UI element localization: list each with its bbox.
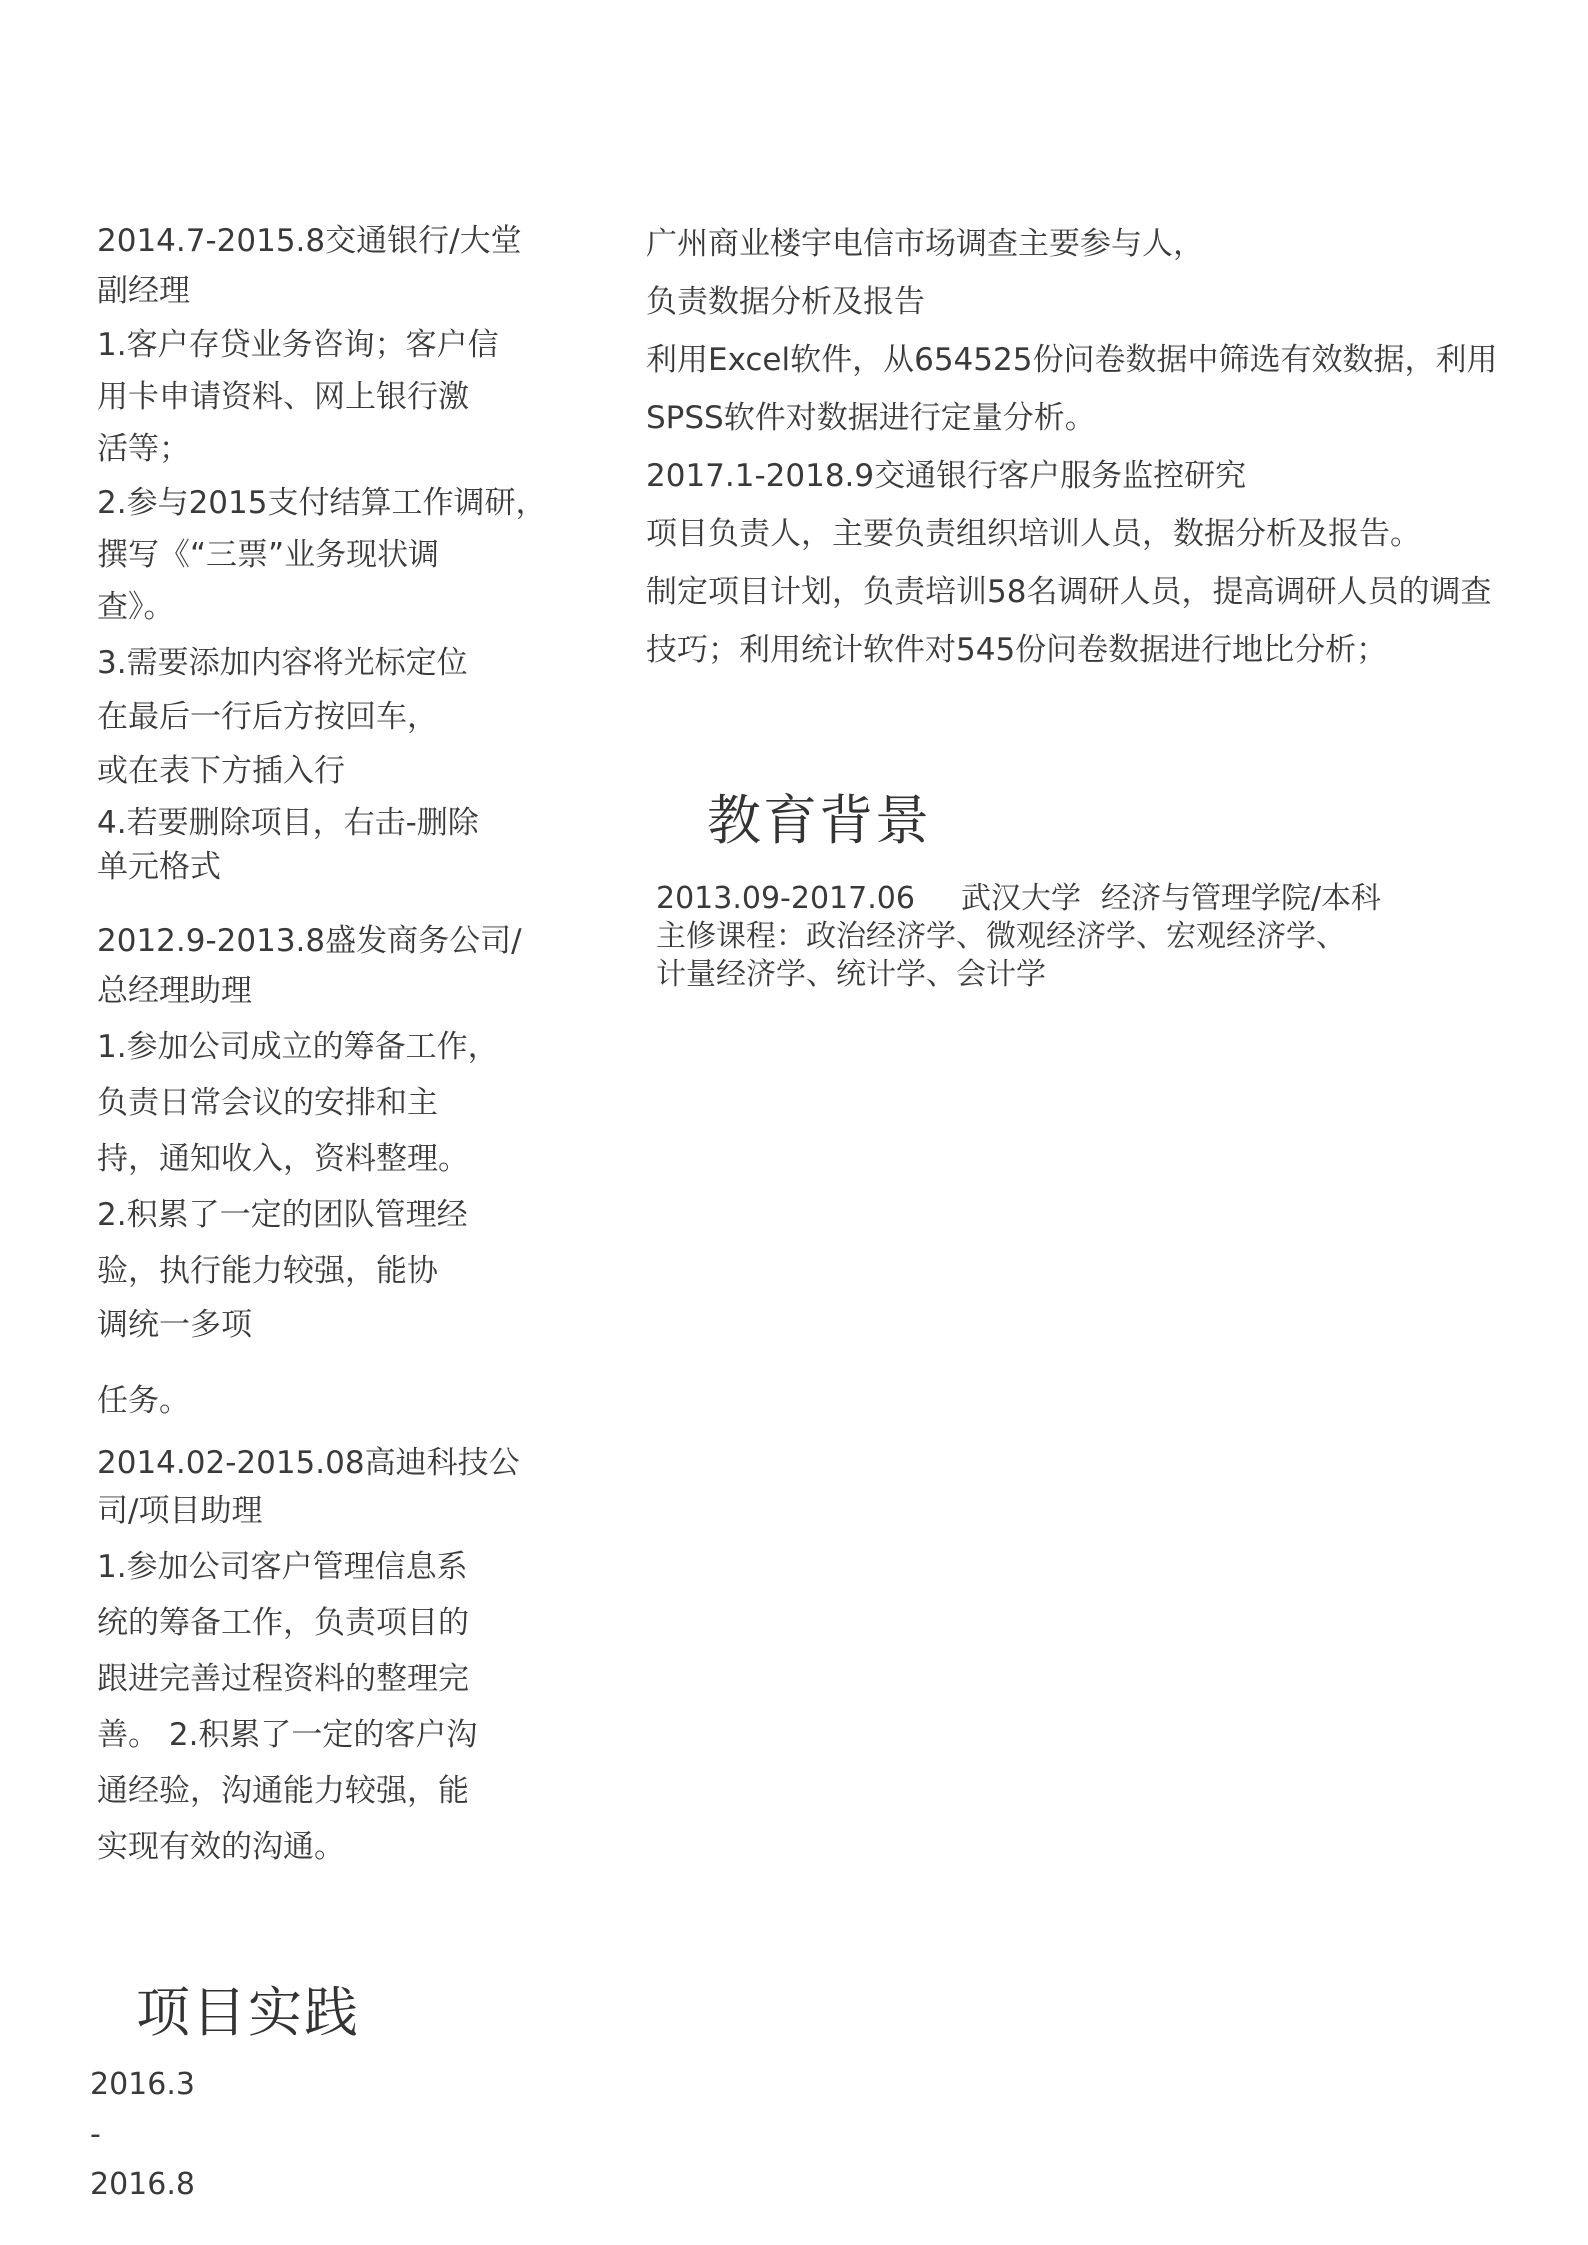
projects-heading: 项目实践 bbox=[136, 1981, 360, 2044]
experience-line: 3.需要添加内容将光标定位 bbox=[97, 645, 468, 681]
experience-line: 4.若要删除项目，右击-删除 bbox=[97, 805, 479, 841]
project-date-dash: - bbox=[90, 2117, 101, 2152]
experience-line: 2014.02-2015.08高迪科技公 bbox=[97, 1445, 520, 1481]
education-major: 经济与管理学院/本科 bbox=[1100, 881, 1382, 916]
education-line bbox=[656, 880, 1381, 918]
experience-line: 跟进完善过程资料的整理完 bbox=[97, 1661, 469, 1697]
experience-line: 撰写《“三票”业务现状调 bbox=[97, 537, 440, 573]
experience-line: 2.参与2015支付结算工作调研， bbox=[97, 485, 547, 521]
experience-line: 2.积累了一定的团队管理经 bbox=[97, 1197, 468, 1233]
experience-line: 副经理 bbox=[97, 273, 190, 309]
experience-line: 单元格式 bbox=[97, 849, 221, 885]
experience-line: 或在表下方插入行 bbox=[97, 753, 345, 789]
experience-line: 1.参加公司成立的筹备工作， bbox=[97, 1029, 499, 1065]
project-line: 广州商业楼宇电信市场调查主要参与人， bbox=[646, 226, 1204, 262]
experience-line: 调统一多项 bbox=[97, 1307, 252, 1343]
experience-line: 在最后一行后方按回车， bbox=[97, 699, 438, 735]
education-period: 2013.09-2017.06 bbox=[656, 881, 915, 916]
project-period bbox=[90, 2060, 195, 2210]
experience-line: 用卡申请资料、网上银行激 bbox=[97, 379, 469, 415]
project-line: 项目负责人，主要负责组织培训人员，数据分析及报告。 bbox=[646, 516, 1421, 552]
project-line: 制定项目计划，负责培训58名调研人员，提高调研人员的调查 bbox=[646, 574, 1492, 610]
experience-line: 任务。 bbox=[97, 1383, 190, 1419]
project-line: SPSS软件对数据进行定量分析。 bbox=[646, 400, 1096, 436]
experience-line: 验，执行能力较强，能协 bbox=[97, 1253, 438, 1289]
education-courses-line: 主修课程：政治经济学、微观经济学、宏观经济学、 bbox=[656, 919, 1346, 954]
experience-line: 1.参加公司客户管理信息系 bbox=[97, 1549, 468, 1585]
education-details bbox=[656, 880, 1381, 994]
project-line: 技巧；利用统计软件对545份问卷数据进行地比分析； bbox=[646, 632, 1388, 668]
experience-line: 1.客户存贷业务咨询；客户信 bbox=[97, 327, 499, 363]
experience-line: 2014.7-2015.8交通银行/大堂 bbox=[97, 223, 522, 259]
experience-line: 通经验，沟通能力较强，能 bbox=[97, 1773, 469, 1809]
experience-line: 活等； bbox=[97, 431, 190, 467]
education-courses-line: 计量经济学、统计学、会计学 bbox=[656, 957, 1046, 992]
experience-line: 善。 2.积累了一定的客户沟 bbox=[97, 1717, 478, 1753]
project-line: 利用Excel软件，从654525份问卷数据中筛选有效数据，利用 bbox=[646, 342, 1498, 378]
project-end-date: 2016.8 bbox=[90, 2167, 195, 2202]
education-school: 武汉大学 bbox=[960, 881, 1081, 916]
education-heading: 教育背景 bbox=[707, 789, 931, 852]
project-line: 负责数据分析及报告 bbox=[646, 284, 925, 320]
experience-line: 负责日常会议的安排和主 bbox=[97, 1085, 438, 1121]
project-details-column bbox=[646, 215, 1546, 679]
experience-line: 查》。 bbox=[97, 589, 175, 625]
project-start-date: 2016.3 bbox=[90, 2067, 195, 2102]
experience-line: 持，通知收入，资料整理。 bbox=[97, 1141, 469, 1177]
experience-line: 2012.9-2013.8盛发商务公司/ bbox=[97, 923, 522, 959]
experience-line: 实现有效的沟通。 bbox=[97, 1829, 345, 1865]
experience-line: 总经理助理 bbox=[97, 973, 252, 1009]
experience-line: 统的筹备工作，负责项目的 bbox=[97, 1605, 469, 1641]
project-line: 2017.1-2018.9交通银行客户服务监控研究 bbox=[646, 458, 1247, 494]
experience-line: 司/项目助理 bbox=[97, 1493, 263, 1529]
